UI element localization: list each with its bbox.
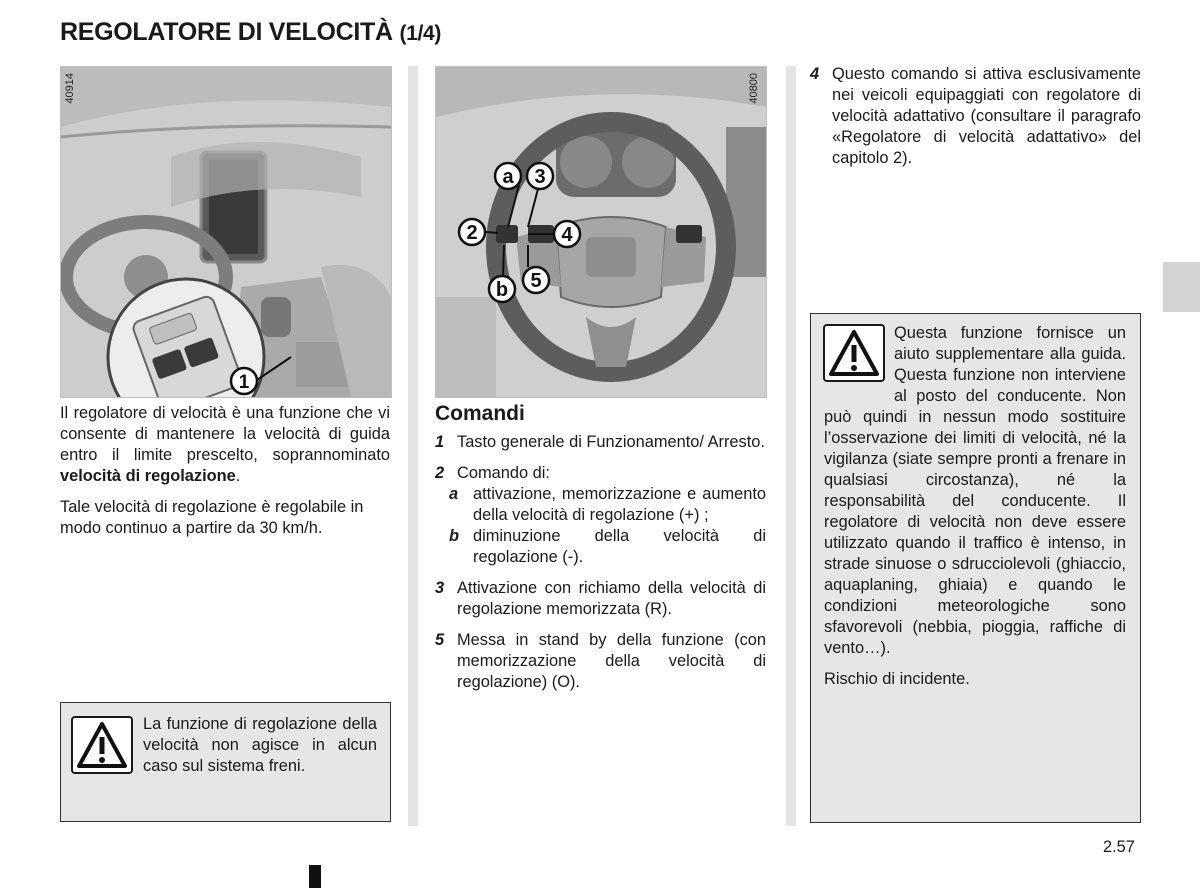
list-item xyxy=(435,432,766,453)
page-number: 2.57 xyxy=(1103,838,1135,856)
steering-wheel-illustration xyxy=(436,67,766,397)
callout-b: b xyxy=(495,279,509,301)
item-number: 2 xyxy=(435,464,445,482)
sub-item-letter: b xyxy=(449,527,460,545)
right-column xyxy=(810,64,1141,169)
figure-id: 40914 xyxy=(64,73,76,104)
item-text: Tasto generale di Funzionamento/ Arresto. xyxy=(457,433,765,451)
warning-brakes-text: La funzione di regolazione della velocità non agisce in alcun caso sul sistema freni. xyxy=(143,715,377,775)
page-title-text: REGOLATORE DI VELOCITÀ xyxy=(60,18,393,46)
list-item xyxy=(810,64,1141,169)
warning-triangle-icon xyxy=(71,716,133,774)
item-text: Attivazione con richiamo della velocità di regolazione memorizzata (R). xyxy=(457,579,766,618)
sub-item-text: attivazione, memorizzazione e aumento della velocità di regolazione (+) ; xyxy=(473,485,766,524)
sub-item-letter: a xyxy=(449,485,459,503)
figure-dashboard xyxy=(60,66,392,398)
callout-4: 4 xyxy=(561,224,573,246)
page-title-part: (1/4) xyxy=(399,22,442,45)
callout-3: 3 xyxy=(534,166,546,188)
list-item xyxy=(435,630,766,693)
sub-item xyxy=(449,526,766,568)
list-item xyxy=(435,578,766,620)
item-number: 3 xyxy=(435,579,445,597)
figure-steering-wheel xyxy=(435,66,767,398)
figure-id: 40800 xyxy=(748,73,760,104)
item-number: 4 xyxy=(810,65,820,83)
intro-text-end: . xyxy=(235,467,241,485)
warning-box-safety xyxy=(810,313,1141,823)
column-gutter-left xyxy=(408,66,418,826)
section-heading: Comandi xyxy=(435,402,525,425)
column-gutter-right xyxy=(786,66,796,826)
icon-spacer xyxy=(824,323,894,387)
intro-text: Il regolatore di velocità è una funzione che vi consente di mantenere la velocità di guida entro il limite prescelto, soprannominato xyxy=(60,404,390,464)
speed-range-paragraph: Tale velocità di regolazione è regolabile in modo continuo a partire da 30 km/h. xyxy=(60,498,364,537)
warning-safety-text: Questa funzione fornisce un aiuto supplementare alla guida. Questa funzione non interviene al posto del conducente. Non può quindi in nessun modo sostituire l’osservazione dei limiti di velocità, né la vigilanza (siate sempre pronti a frenare in qualsiasi circostanza), né la responsabilità del conducente. Il regolatore di velocità non deve essere utilizzato quando il traffico è intenso, in strade sinuose o sdrucciolevoli (ghiaccio, aquaplaning, ghiaia) e quando le condizioni meteorologiche sono sfavorevoli (nebbia, pioggia, raffiche di vento…). xyxy=(824,324,1126,657)
chapter-tab xyxy=(1163,262,1200,312)
callout-5: 5 xyxy=(530,270,542,292)
intro-paragraph xyxy=(60,403,390,487)
list-item xyxy=(435,463,766,484)
callout-2: 2 xyxy=(466,222,478,244)
intro-bold-term: velocità di regolazione xyxy=(60,467,236,485)
callout-a: a xyxy=(502,166,514,188)
warning-box-brakes xyxy=(60,702,391,822)
sub-item xyxy=(449,484,766,526)
item-text: Messa in stand by della funzione (con memorizzazione della velocità di regolazione) (O). xyxy=(457,631,766,691)
warning-safety-content xyxy=(824,323,1126,690)
sub-item-text: diminuzione della velocità di regolazione (-). xyxy=(473,527,766,566)
crop-mark xyxy=(309,865,321,888)
middle-column xyxy=(435,403,766,693)
item-number: 1 xyxy=(435,433,445,451)
page-title xyxy=(60,18,441,47)
item-text: Comando di: xyxy=(457,464,550,482)
dashboard-illustration xyxy=(61,67,391,397)
callout-1: 1 xyxy=(238,372,250,393)
left-column xyxy=(60,403,390,539)
item-text: Questo comando si attiva esclusivamente nei veicoli equipaggiati con regolatore di velocità adattativo (consultare il paragrafo «Regolatore di velocità adattativo» del capitolo 2). xyxy=(832,65,1141,167)
warning-risk-text: Rischio di incidente. xyxy=(824,670,970,688)
item-number: 5 xyxy=(435,631,445,649)
